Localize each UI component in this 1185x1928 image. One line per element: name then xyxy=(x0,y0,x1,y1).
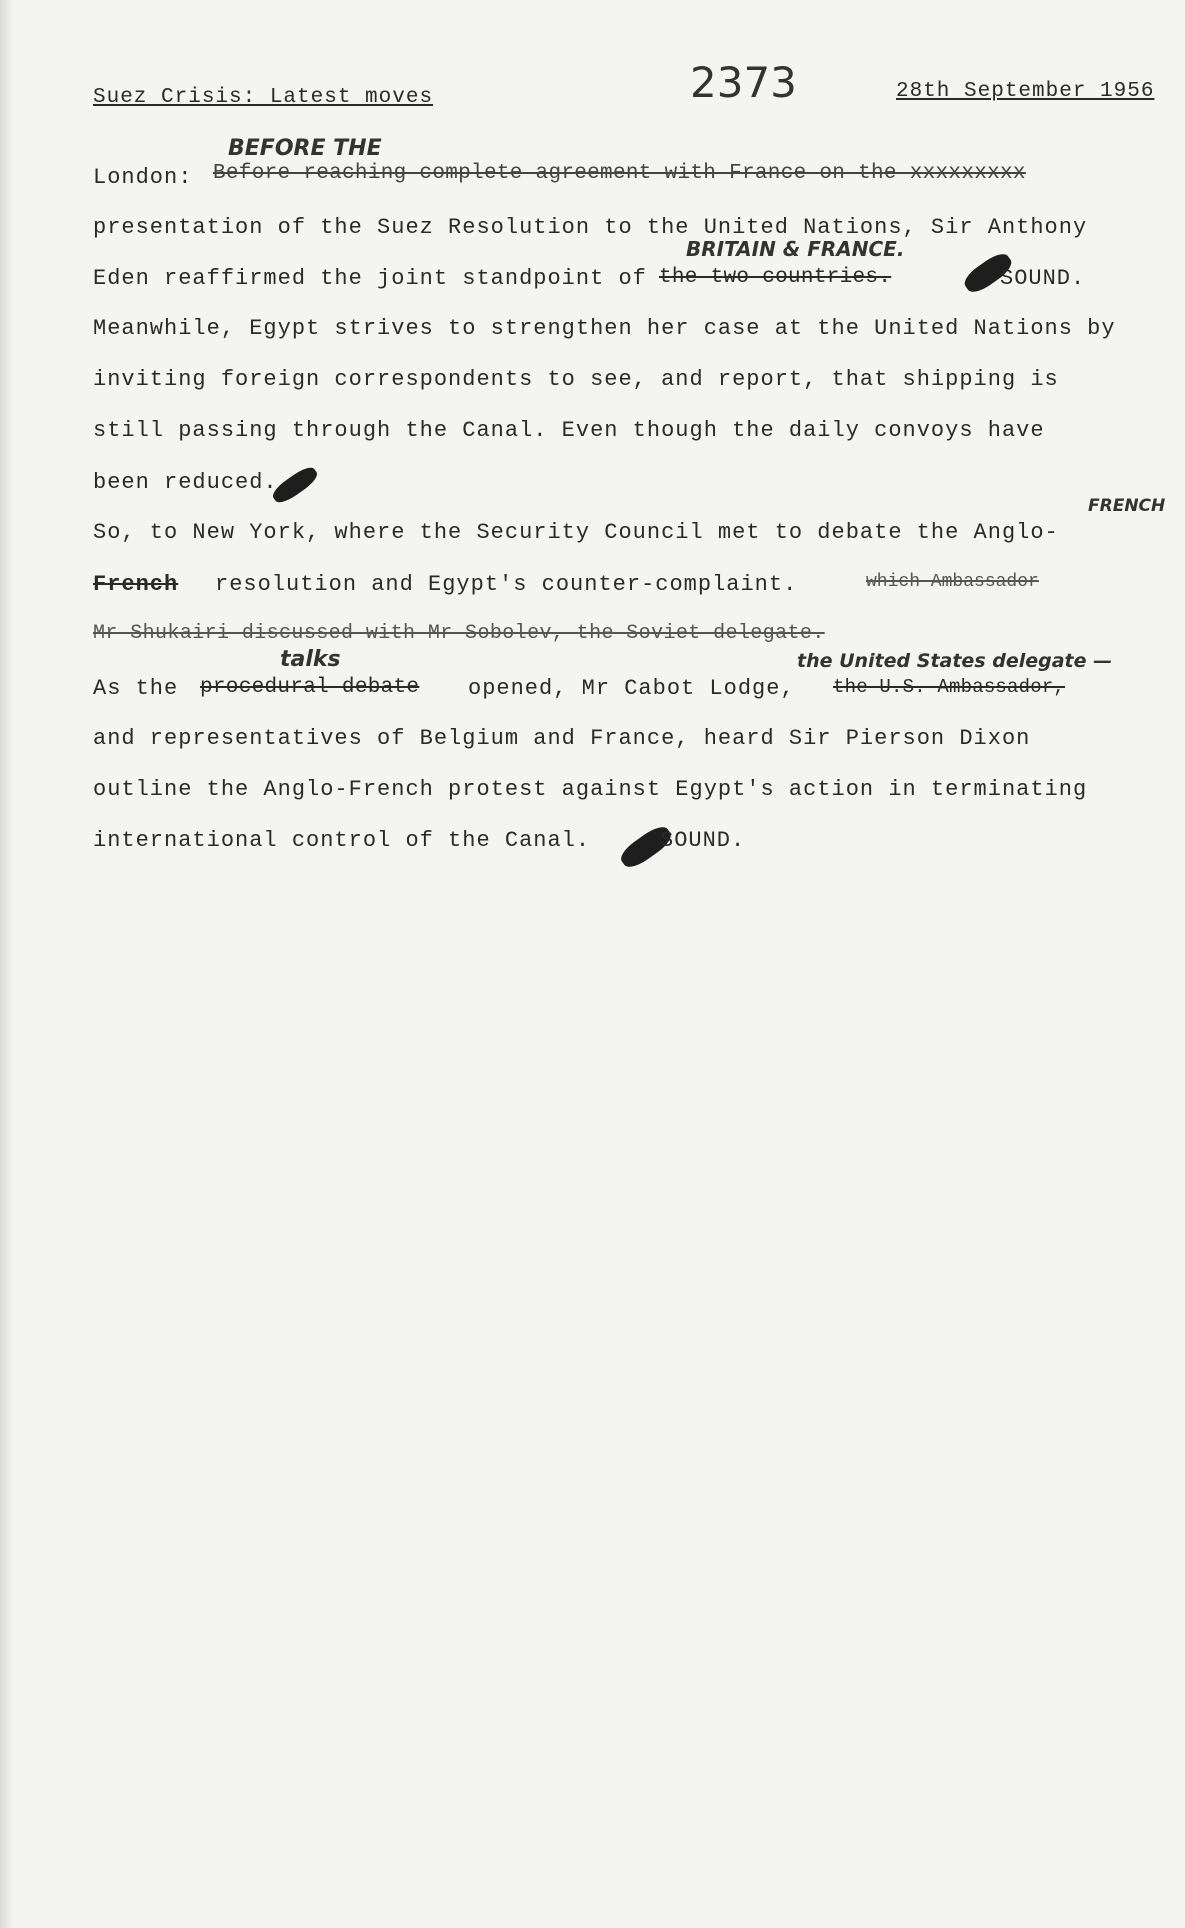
struck-text: French xyxy=(93,572,179,597)
paragraph-line: As the xyxy=(93,676,179,701)
paragraph-line: international control of the Canal. xyxy=(93,828,591,853)
document-title: Suez Crisis: Latest moves xyxy=(93,86,434,109)
paragraph-line: inviting foreign correspondents to see, and report, that shipping is xyxy=(93,367,1059,392)
sound-cue: SOUND. xyxy=(660,828,746,853)
handwritten-us-delegate: the United States delegate — xyxy=(797,650,1113,672)
handwritten-talks: talks xyxy=(280,647,341,672)
paragraph-line: outline the Anglo-French protest against Egypt's action in terminating xyxy=(93,777,1088,802)
paragraph-line: Eden reaffirmed the joint standpoint of xyxy=(93,266,647,291)
struck-text: the U.S. Ambassador, xyxy=(833,676,1066,698)
struck-text: procedural debate xyxy=(200,676,420,699)
handwritten-britain-france: BRITAIN & FRANCE. xyxy=(686,237,905,261)
paragraph-line: and representatives of Belgium and France, heard Sir Pierson Dixon xyxy=(93,726,1031,751)
struck-text: the two countries. xyxy=(659,266,892,289)
paragraph-line: presentation of the Suez Resolution to the United Nations, Sir Anthony xyxy=(93,215,1088,240)
handwritten-before-the: BEFORE THE xyxy=(228,136,382,161)
handwritten-french: FRENCH xyxy=(1088,496,1166,516)
struck-text: which Ambassador xyxy=(866,572,1039,592)
paragraph-line: London: xyxy=(93,165,193,190)
paragraph-line: opened, Mr Cabot Lodge, xyxy=(468,676,795,701)
sound-cue: SOUND. xyxy=(1000,266,1086,291)
paragraph-line: been reduced. xyxy=(93,470,278,495)
struck-text: Before reaching complete agreement with France on the xxxxxxxxx xyxy=(213,162,1026,185)
document-date: 28th September 1956 xyxy=(896,80,1155,103)
paragraph-line: resolution and Egypt's counter-complaint. xyxy=(215,572,798,597)
struck-text: Mr Shukairi discussed with Mr Sobolev, the Soviet delegate. xyxy=(93,622,825,645)
reference-number: 2373 xyxy=(690,58,797,107)
scan-edge-shadow xyxy=(0,0,14,1928)
paragraph-line: Meanwhile, Egypt strives to strengthen her case at the United Nations by xyxy=(93,316,1116,341)
paragraph-line: still passing through the Canal. Even though the daily convoys have xyxy=(93,418,1045,443)
paragraph-line: So, to New York, where the Security Council met to debate the Anglo- xyxy=(93,520,1059,545)
